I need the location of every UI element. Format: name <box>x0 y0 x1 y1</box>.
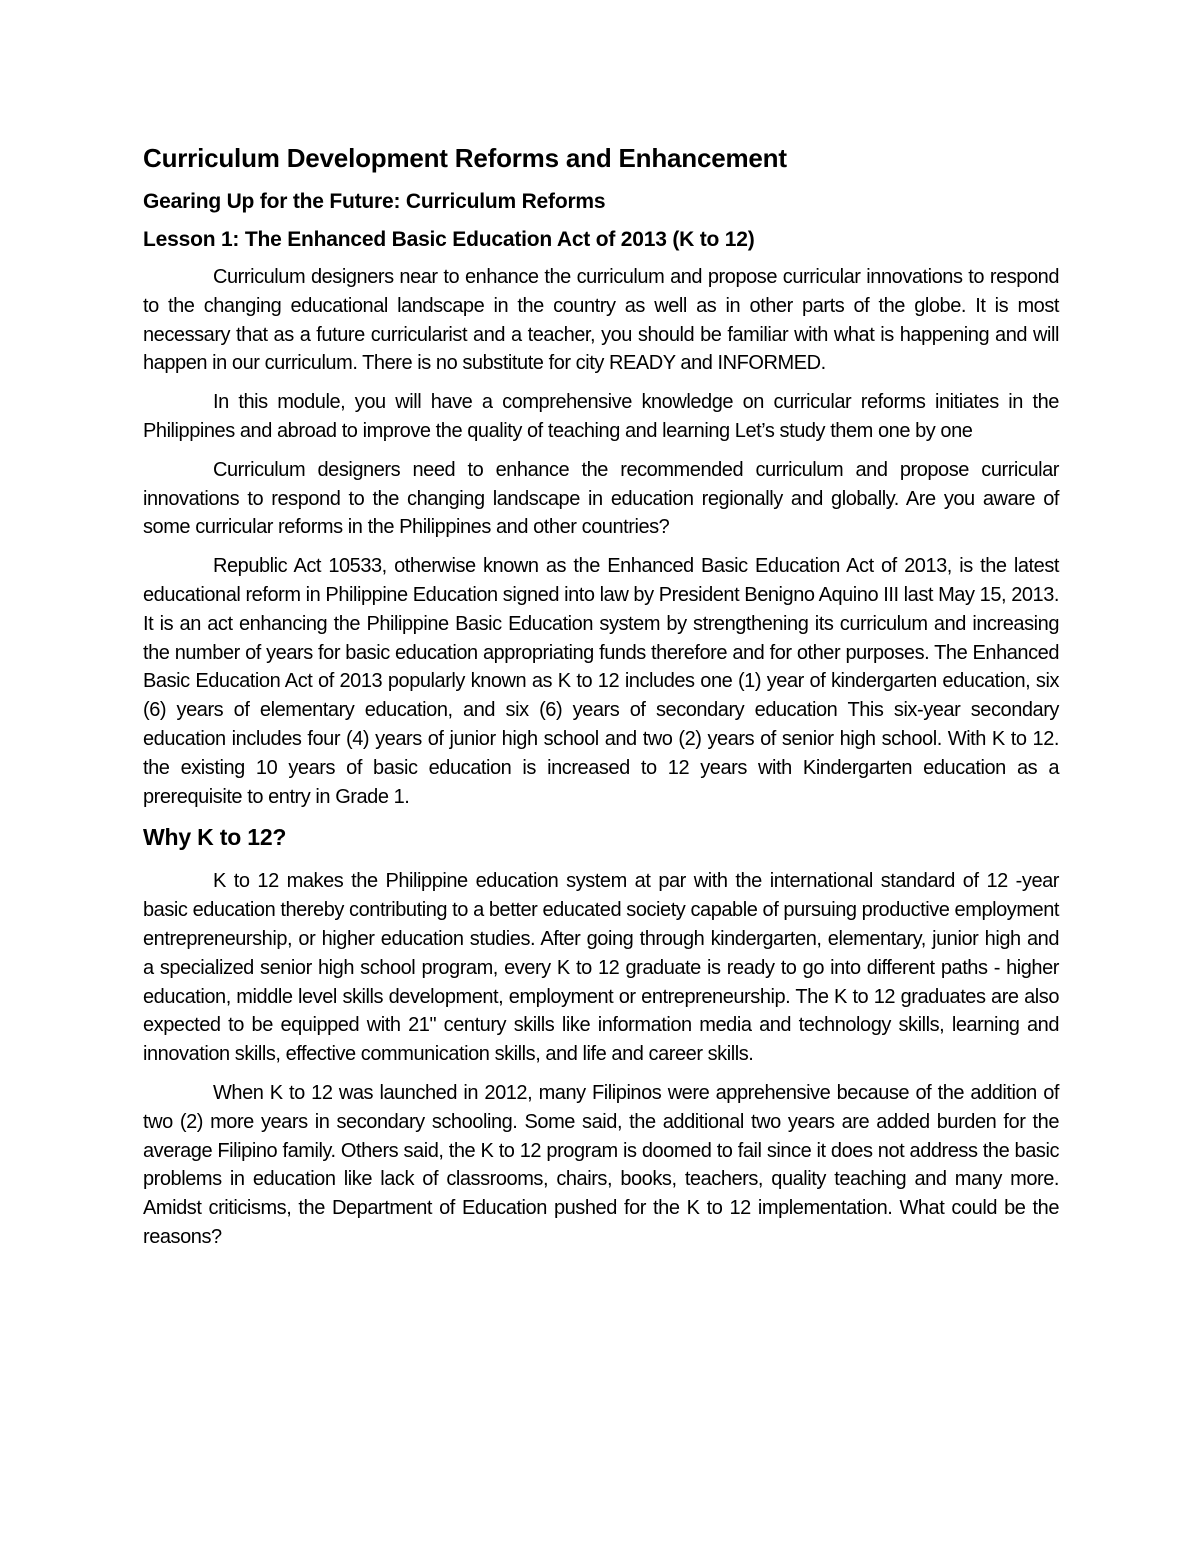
paragraph-why-1: K to 12 makes the Philippine education system at par with the international standard of 12 -year basic education thereby contributing to a better educated society capable of pursuing productive employment entrepreneurship, or higher education studies. After going through kindergarten, elementary, junior high and a specialized senior high school program, every K to 12 graduate is ready to go into different paths - higher education, middle level skills development, employment or entrepreneurship. The K to 12 graduates are also expected to be equipped with 21" century skills like information media and technology skills, learning and innovation skills, effective communication skills, and life and career skills. <box>143 870 1059 1066</box>
document-body <box>143 140 1059 1262</box>
lesson-heading: Lesson 1: The Enhanced Basic Education Act of 2013 (K to 12) <box>143 228 755 251</box>
paragraph-intro-2: In this module, you will have a comprehensive knowledge on curricular reforms initiates in the Philippines and abroad to improve the quality of teaching and learning Let’s study them one by one <box>143 391 1059 442</box>
paragraph-intro-3: Curriculum designers need to enhance the recommended curriculum and propose curricular innovations to respond to the changing landscape in education regionally and globally. Are you aware of some curricular reforms in the Philippines and other countries? <box>143 458 1059 539</box>
document-subtitle: Gearing Up for the Future: Curriculum Reforms <box>143 190 606 213</box>
section-heading-why-k12: Why K to 12? <box>143 824 287 851</box>
document-title: Curriculum Development Reforms and Enhancement <box>143 143 787 173</box>
paragraph-intro-1: Curriculum designers near to enhance the curriculum and propose curricular innovations to respond to the changing educational landscape in the country as well as in other parts of the globe. It is most necessary that as a future curricularist and a teacher, you should be familiar with what is happening and will happen in our curriculum. There is no substitute for city READY and INFORMED. <box>143 266 1059 375</box>
paragraph-republic-act: Republic Act 10533, otherwise known as the Enhanced Basic Education Act of 2013, is the latest educational reform in Philippine Education signed into law by President Benigno Aquino III last May 15, 2013. It is an act enhancing the Philippine Basic Education system by strengthening its curriculum and increasing the number of years for basic education appropriating funds therefore and for other purposes. The Enhanced Basic Education Act of 2013 popularly known as K to 12 includes one (1) year of kindergarten education, six (6) years of elementary education, and six (6) years of secondary education This six-year secondary education includes four (4) years of junior high school and two (2) years of senior high school. With K to 12. the existing 10 years of basic education is increased to 12 years with Kindergarten education as a prerequisite to entry in Grade 1. <box>143 555 1059 808</box>
paragraph-why-2: When K to 12 was launched in 2012, many Filipinos were apprehensive because of the addition of two (2) more years in secondary schooling. Some said, the additional two years are added burden for the average Filipino family. Others said, the K to 12 program is doomed to fail since it does not address the basic problems in education like lack of classrooms, chairs, books, teachers, quality teaching and many more. Amidst criticisms, the Department of Education pushed for the K to 12 implementation. What could be the reasons? <box>143 1081 1059 1248</box>
